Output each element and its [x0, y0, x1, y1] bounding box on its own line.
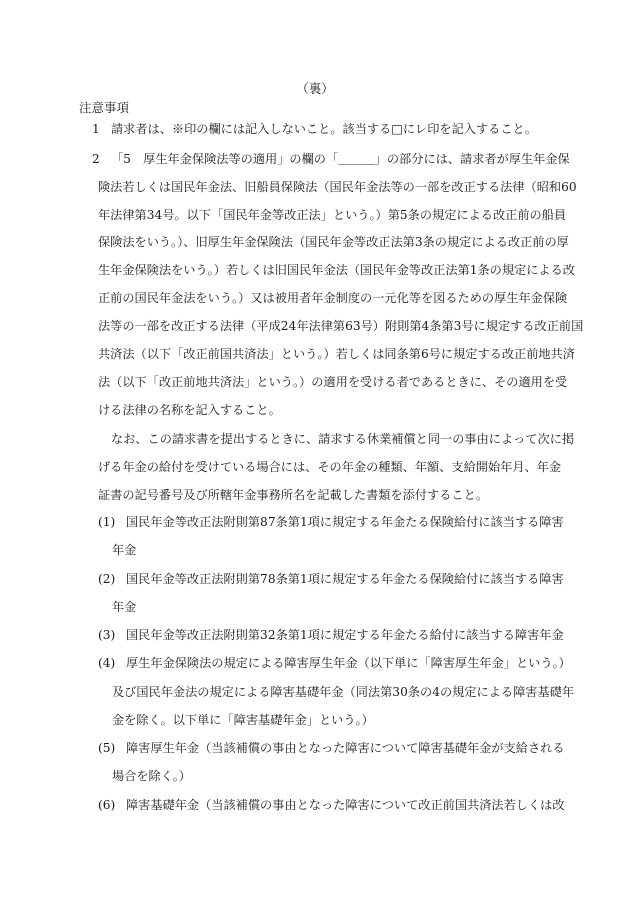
item-line: 共済法（以下「改正前国共済法」という。）若しくは同条第6号に規定する改正前地共済: [98, 347, 575, 361]
subitem-line: 場合を除く。）: [112, 769, 191, 783]
item-line: 正前の国民年金法をいう。）又は被用者年金制度の一元化等を図るための厚生年金保険: [98, 291, 568, 305]
paragraph-line: なお、この請求書を提出するときに、請求する休業補償と同一の事由によって次に掲: [111, 432, 575, 446]
subitem-number: (2): [98, 572, 116, 586]
subitem-number: (5): [98, 741, 116, 755]
subitem-number: (4): [98, 656, 116, 670]
subitem-line: 障害基礎年金（当該補償の事由となった障害について改正前国共済法若しくは改: [126, 798, 565, 812]
item-line: 険法若しくは国民年金法、旧船員保険法（国民年金法等の一部を改正する法律（昭和60: [98, 180, 577, 194]
subitem-line: 障害厚生年金（当該補償の事由となった障害について障害基礎年金が支給される: [126, 741, 565, 755]
subitem-line: 及び国民年金法の規定による障害基礎年金（同法第30条の4の規定による障害基礎年: [112, 685, 575, 699]
subitem-line: 国民年金等改正法附則第32条第1項に規定する年金たる給付に該当する障害年金: [126, 628, 564, 642]
item-number: 2: [92, 152, 100, 166]
item-line: ける法律の名称を記入すること。: [98, 403, 281, 417]
item-line: 法等の一部を改正する法律（平成24年法律第63号）附則第4条第3号に規定する改正前国: [98, 319, 584, 333]
subitem-number: (6): [98, 798, 116, 812]
subitem-line: 国民年金等改正法附則第87条第1項に規定する年金たる保険給付に該当する障害: [126, 515, 564, 529]
subitem-line: 年金: [112, 600, 137, 614]
paragraph-line: げる年金の給付を受けている場合には、その年金の種類、年額、支給開始年月、年金: [98, 460, 562, 474]
subitem-line: 厚生年金保険法の規定による障害厚生年金（以下単に「障害厚生年金」という。）: [126, 656, 571, 670]
item-line: 請求者は、※印の欄には記入しないこと。該当する□にレ印を記入すること。: [111, 122, 537, 136]
item-number: 1: [92, 122, 100, 136]
item-line: 「5 厚生年金保険法等の適用」の欄の「＿＿＿」の部分には、請求者が厚生年金保: [111, 152, 570, 166]
item-line: 年法律第34号。以下「国民年金等改正法」という。）第5条の規定による改正前の船員: [98, 208, 567, 222]
item-line: 法（以下「改正前地共済法」という。）の適用を受ける者であるときに、その適用を受: [98, 375, 568, 389]
paragraph-line: 証書の記号番号及び所轄年金事務所名を記載した書類を添付すること。: [98, 488, 488, 502]
item-line: 保険法をいう。）、旧厚生年金保険法（国民年金等改正法第3条の規定による改正前の厚: [98, 235, 569, 249]
subitem-line: 国民年金等改正法附則第78条第1項に規定する年金たる保険給付に該当する障害: [126, 572, 564, 586]
subitem-line: 金を除く。以下単に「障害基礎年金」という。）: [112, 713, 374, 727]
section-heading: 注意事項: [79, 100, 130, 115]
subitem-number: (3): [98, 628, 116, 642]
item-line: 生年金保険法をいう。）若しくは旧国民年金法（国民年金等改正法第1条の規定による改: [98, 263, 575, 277]
page-side-label: （裏）: [296, 81, 334, 96]
subitem-number: (1): [98, 515, 116, 529]
subitem-line: 年金: [112, 543, 137, 557]
